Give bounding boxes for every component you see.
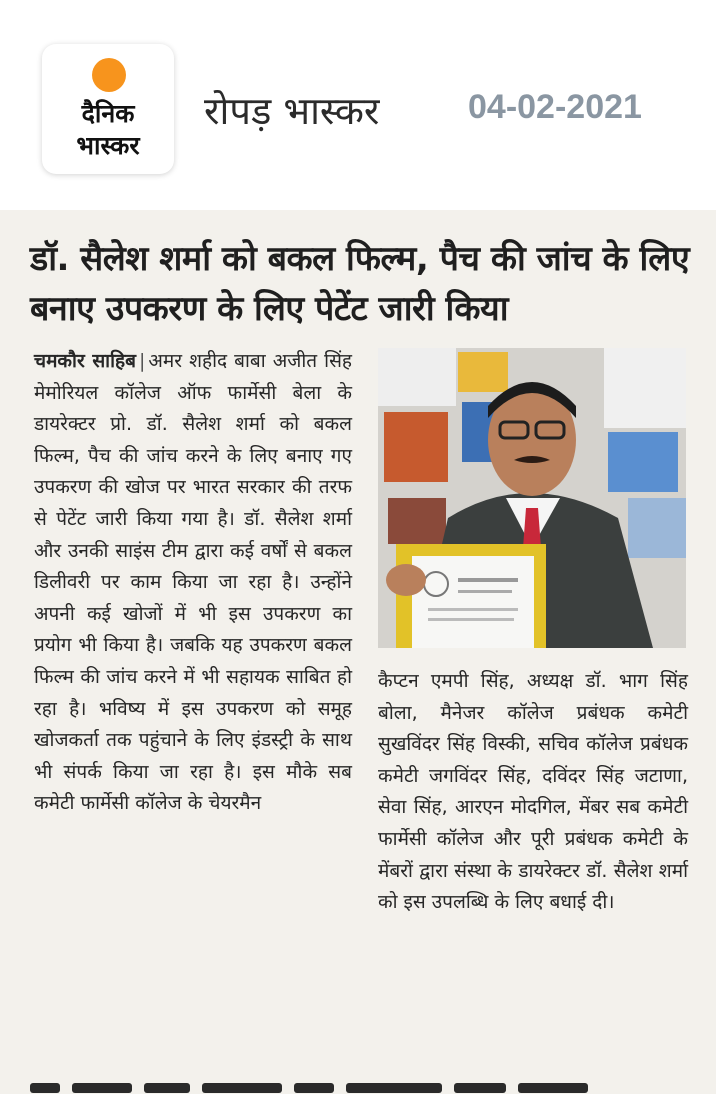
- article-column-left: [34, 346, 352, 820]
- photo-illustration: [378, 348, 686, 648]
- dainik-bhaskar-logo: [42, 44, 174, 174]
- publication-date: 04-02-2021: [468, 88, 642, 126]
- body-text-right: कैप्टन एमपी सिंह, अध्यक्ष डॉ. भाग सिंह बोला, मैनेजर कॉलेज प्रबंधक कमेटी सुखविंदर सिंह विस्की, सचिव कॉलेज प्रबंधक कमेटी जगविंदर सिंह, दविंदर सिंह जटाणा, सेवा सिंह, आरएन मोदगिल, मेंबर सब कमेटी फार्मेसी कॉलेज और पूरी प्रबंधक कमेटी के मेंबरों द्वारा संस्था के डायरेक्टर डॉ. सैलेश शर्मा को इस उपलब्धि के लिए बधाई दी।: [378, 670, 688, 914]
- dateline-separator: |: [138, 350, 146, 372]
- edition-name: रोपड़ भास्कर: [204, 89, 380, 133]
- masthead: [0, 0, 716, 210]
- logo-line2: भास्कर: [76, 131, 140, 160]
- dateline: चमकौर साहिब: [34, 350, 136, 372]
- headline: डॉ. सैलेश शर्मा को बकल फिल्म, पैच की जांच के लिए बनाए उपकरण के लिए पेटेंट जारी किया: [30, 239, 690, 329]
- logo-line1: दैनिक: [81, 99, 135, 128]
- article-column-right: [378, 666, 688, 919]
- body-text-left: अमर शहीद बाबा अजीत सिंह मेमोरियल कॉलेज ऑफ फार्मेसी बेला के डायरेक्टर प्रो. डॉ. सैलेश शर्मा को बकल फिल्म, पैच की जांच करने के लिए बनाए गए उपकरण की खोज पर भारत सरकार की तरफ से पेटेंट जारी किया गया है। डॉ. सैलेश शर्मा और उनकी साइंस टीम द्वारा कई वर्षों से बकल डिलीवरी पर काम किया जा रहा है। उन्होंने अपनी कई खोजों में भी इस उपकरण का प्रयोग भी किया है। जबकि यह उपकरण बकल फिल्म की जांच करने में भी सहायक साबित हो रहा है। भविष्य में इस उपकरण को समूह खोजकर्ता तक पहुंचाने के लिए इंडस्ट्री के साथ भी संपर्क किया जा रहा है। इस मौके सब कमेटी फार्मेसी कॉलेज के चेयरमैन: [34, 350, 352, 815]
- next-article-cutoff: [30, 1078, 690, 1094]
- photo-director-with-certificate: [378, 348, 686, 648]
- sun-icon: [92, 58, 126, 92]
